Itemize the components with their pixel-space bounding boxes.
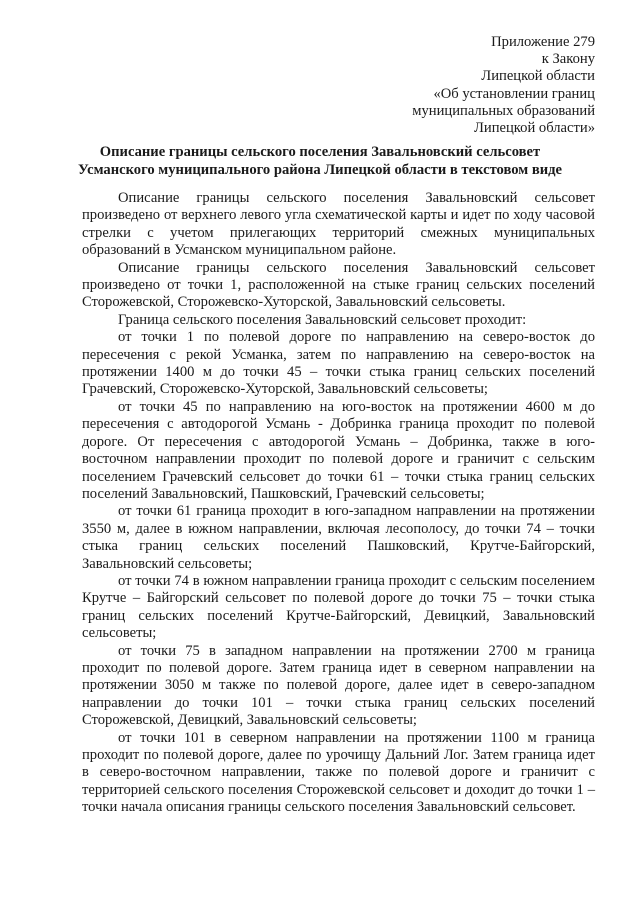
paragraph: от точки 101 в северном направлении на протяжении 1100 м граница проходит по полевой дороге, далее по урочищу Дальний Лог. Затем граница идет в северо-восточном направлении, также по полевой дороге и граничит с территорией сельского поселения Сторожевской сельсовет и доходит до точки 1 – точки начала описания границы сельского поселения Завальновский сельсовет. [82,729,595,816]
appendix-line: Липецкой области [481,68,595,85]
appendix-line: «Об установлении границ [433,85,595,102]
title-line-2: Усманского муниципального района Липецкой области в текстовом виде [77,161,563,178]
paragraph: Описание границы сельского поселения Завальновский сельсовет произведено от верхнего левого угла схематической карты и идет по ходу часовой стрелки с учетом прилегающих территорий смежных муниципальных образований в Усманском муниципальном районе. [82,190,595,259]
paragraph: Описание границы сельского поселения Завальновский сельсовет произведено от точки 1, расположенной на стыке границ сельских поселений Сторожевской, Сторожевско-Хуторской, Завальновский сельсоветы. [82,259,595,311]
appendix-line: Липецкой области» [474,120,595,137]
paragraph: от точки 45 по направлению на юго-восток на протяжении 4600 м до пересечения с автодорогой Усмань - Добринка граница проходит по полевой дороге. От пересечения с автодорогой Усмань – Добринка, также в юго-восточном направлении проходит по полевой дороге и граничит с сельским поселением Грачевский сельсовет до точки 61 – точки стыка границ сельских поселений Завальновский, Пашковский, Грачевский сельсоветы; [82,398,595,502]
paragraph: от точки 61 граница проходит в юго-западном направлении на протяжении 3550 м, далее в южном направлении, включая лесополосу, до точки 74 – точки стыка границ сельских поселений Пашковский, Крутче-Байгорский, Завальновский сельсоветы; [82,503,595,572]
appendix-header [412,34,595,137]
paragraph: от точки 74 в южном направлении граница проходит с сельским поселением Крутче – Байгорский сельсовет по полевой дороге до точки 75 – точки стыка границ сельских поселений Крутче-Байгорский, Девицкий, Завальновский сельсоветы; [82,572,595,642]
appendix-line: муниципальных образований [412,102,595,119]
title-line-1: Описание границы сельского поселения Завальновский сельсовет [99,144,541,160]
paragraph: от точки 75 в западном направлении на протяжении 2700 м граница проходит по полевой дороге. Затем граница идет в северном направлении на протяжении 3050 м также по полевой дороге, далее идет в северо-западном направлении до точки 101 – точки стыка границ сельских поселений Сторожевской, Девицкий, Завальновский сельсоветы; [82,642,595,729]
paragraph: Граница сельского поселения Завальновский сельсовет проходит: [118,311,527,328]
document-body [82,190,595,817]
appendix-line: Приложение 279 [491,34,595,50]
appendix-line: к Закону [541,51,595,68]
paragraph: от точки 1 по полевой дороге по направлению на северо-восток до пересечения с рекой Усманка, затем по направлению на северо-восток на протяжении 1400 м до точки 45 – точки стыка границ сельских поселений Грачевский, Сторожевско-Хуторской, Завальновский сельсоветы; [82,329,595,398]
document-title [60,144,580,179]
